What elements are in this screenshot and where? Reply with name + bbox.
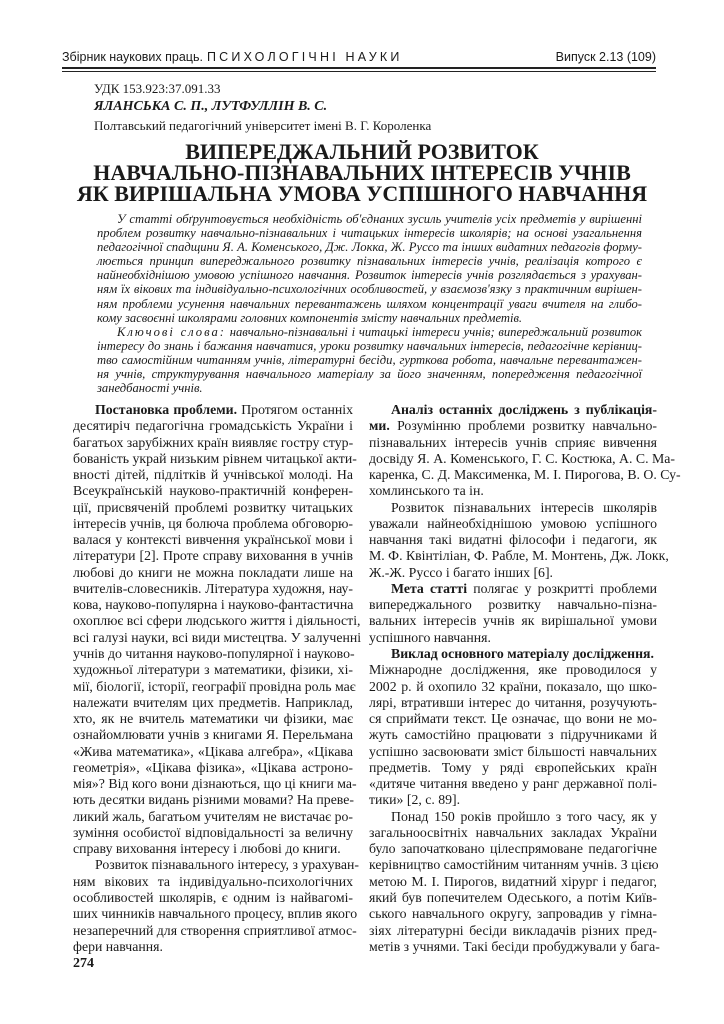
text-line: каренка, С. Д. Максименка, М. І. Пирогова, В. О. Су- bbox=[369, 467, 681, 483]
journal-title: Збірник наукових праць. bbox=[62, 50, 203, 64]
title-line: НАВЧАЛЬНО-ПІЗНАВАЛЬНИХ ІНТЕРЕСІВ УЧНІВ bbox=[93, 160, 631, 185]
text-line: метою М. І. Пирогов, видатний хірург і педагог, bbox=[369, 873, 657, 889]
journal-section: ПСИХОЛОГІЧНІ НАУКИ bbox=[206, 50, 403, 64]
text-line: тики» [2, с. 89]. bbox=[369, 792, 461, 808]
paragraph bbox=[369, 808, 660, 955]
text-line bbox=[97, 325, 642, 339]
text-line: проблем розвитку навчально-пізнавальних і читацьких інтересів школярів; на основі узагальнення bbox=[97, 226, 642, 241]
title-line: ЯК ВИРІШАЛЬНА УМОВА УСПІШНОГО НАВЧАННЯ bbox=[76, 181, 648, 206]
text-line: десятиріч педагогічна громадськість України і bbox=[73, 418, 353, 434]
paragraph bbox=[97, 212, 642, 325]
text-line: ознайомлювати учнів з книгами Я. Перельмана bbox=[73, 727, 353, 743]
paragraph bbox=[73, 402, 362, 857]
text-line: «дитяче читання введено у ранг державної полі- bbox=[369, 776, 657, 792]
text-line bbox=[369, 418, 657, 434]
text-line: справу виховання інтересу і любові до книги. bbox=[73, 841, 341, 857]
text-line: загальноосвітніх навчальних закладах України bbox=[369, 824, 657, 840]
page-number: 274 bbox=[73, 956, 94, 971]
text-line: найнеобхіднішою умовою успішного навчання. Розвиток інтересів учнів розглядається з урахуван- bbox=[97, 268, 642, 283]
paragraph bbox=[73, 857, 359, 955]
text-line: ня учнів, структурування навчального матеріалу за його значенням, попередження педагогічної bbox=[97, 367, 642, 382]
text-line: незаперечний для створення сприятливої атмос- bbox=[73, 922, 357, 938]
text-line: предметів. Тому у ряді європейських країн bbox=[369, 759, 657, 775]
text-line: інтересів учнів, ця болюча проблема обговорю- bbox=[73, 515, 353, 531]
text-line bbox=[73, 402, 353, 418]
abstract bbox=[97, 212, 642, 395]
text-line bbox=[369, 402, 657, 418]
issue-number: Випуск 2.13 (109) bbox=[555, 50, 656, 64]
paragraph-lead: Ключові слова: bbox=[117, 324, 226, 339]
text-line: кому засвоєнні школярами головних компонентів змісту навчальних предметів. bbox=[97, 310, 523, 325]
text-line: 2002 р. й охопило 32 країни, показало, що шко- bbox=[369, 678, 657, 694]
text-line: який був попечителем Одеського, а потім Київ- bbox=[369, 889, 657, 905]
text-line: бованість украй низьким рівнем читацької акти- bbox=[73, 450, 357, 466]
header-rule bbox=[62, 67, 656, 69]
paragraph bbox=[369, 402, 681, 500]
text-line: зіях літературні бесіди викладачів різних пред- bbox=[369, 922, 657, 938]
text-line: зуміння особистої відповідальності за величну bbox=[73, 824, 353, 840]
paragraph-lead: Мета статті bbox=[391, 580, 468, 596]
running-header bbox=[62, 49, 656, 65]
paragraph-lead: Виклад основного матеріалу дослідження. bbox=[391, 645, 654, 661]
line-text: полягає у розкритті проблеми bbox=[467, 580, 657, 596]
text-line: М. Ф. Квінтіліан, Ф. Рабле, М. Монтень, Дж. Локк, bbox=[369, 548, 669, 564]
text-line: ють десятки видань різними мовами? На преве- bbox=[73, 792, 354, 808]
line-text: Протягом останніх bbox=[237, 402, 353, 417]
text-line: Понад 150 років пройшло з того часу, як у bbox=[391, 808, 657, 824]
text-line: геометрія», «Цікава фізика», «Цікава астроно- bbox=[73, 759, 353, 775]
article-title bbox=[62, 141, 662, 204]
text-line: належати вчителям цих предметів. Наприклад, bbox=[73, 694, 353, 710]
affiliation: Полтавський педагогічний університет імені В. Г. Короленка bbox=[94, 118, 432, 133]
authors: ЯЛАНСЬКА С. П., ЛУТФУЛЛІН В. С. bbox=[94, 99, 328, 114]
text-line: тво самостійним читанням учнів, літературні бесіди, гурткова робота, навчальне перевантажен- bbox=[97, 352, 642, 367]
text-line: вальних інтересів учнів як вирішальної умови bbox=[369, 613, 657, 629]
paragraph-lead: Постановка проблеми. bbox=[95, 402, 238, 417]
udk-code: УДК 153.923:37.091.33 bbox=[94, 81, 221, 96]
title-line: ВИПЕРЕДЖАЛЬНИЙ РОЗВИТОК bbox=[185, 139, 539, 164]
text-line: кова, науково-популярна і науково-фантастична bbox=[73, 597, 354, 613]
text-line: «Жива математика», «Цікава алгебра», «Цікава bbox=[73, 743, 353, 759]
text-line: фери навчання. bbox=[73, 938, 163, 954]
text-line: Розвиток пізнавальних інтересів школярів bbox=[391, 499, 657, 515]
text-line bbox=[369, 581, 657, 597]
text-line: мії, біології, історії, географії провідна роль має bbox=[73, 678, 356, 694]
text-line: ції, присвяченій проблемі розвитку читацьких bbox=[73, 499, 353, 515]
text-line: Міжнародне дослідження, яке проводилося у bbox=[369, 662, 657, 678]
text-line: мія»? Від кого вони дізнаються, що ці книги ма- bbox=[73, 776, 357, 792]
text-line: метів з учнями. Такі бесіди пробуджували у бага- bbox=[369, 938, 660, 954]
text-line: учнів до читання науково-популярної і науково- bbox=[73, 645, 355, 661]
text-line: ших чинників навчального процесу, вплив якого bbox=[73, 906, 358, 922]
text-line: Всеукраїнській науково-практичній конферен- bbox=[73, 483, 353, 499]
text-line: любові до книги не можна покладати лише на bbox=[73, 564, 353, 580]
line-text: навчально-пізнавальні і читацькі інтереси учнів; випереджальний розвиток bbox=[225, 324, 643, 339]
paragraph-lead: Аналіз останніх досліджень з публікація- bbox=[391, 402, 657, 417]
right-column bbox=[369, 402, 681, 955]
text-line: інтересу до знань і бажання навчатися, уроки розвитку навчальних інтересів, педагогічне керівниц- bbox=[97, 338, 642, 353]
paragraph bbox=[369, 581, 657, 646]
text-line: ського навчального округу, запровадив у гімна- bbox=[369, 906, 657, 922]
text-line: У статті обґрунтовується необхідність об'єднаних зусиль учителів усіх предметів у вирішенні bbox=[117, 212, 642, 226]
text-line: було започатковано цілеспрямоване педагогічне bbox=[369, 841, 657, 857]
text-line: досвіду Я. А. Коменського, Г. С. Костюка, А. С. Ма- bbox=[369, 450, 675, 466]
text-line: охоплює всі сфери людського життя і діяльності, bbox=[73, 613, 361, 629]
text-line: вності дітей, підлітків й учнівської молоді. На bbox=[73, 467, 353, 483]
text-line: уважали найнеобхіднішою умовою успішного bbox=[369, 515, 657, 531]
text-line: пізнавальних інтересів учнів сприяє вивчення bbox=[369, 434, 657, 450]
text-line: хомлинського та ін. bbox=[369, 483, 484, 499]
text-line: ням їх вікових та індивідуально-психологічних особливостей, у взаємозв'язку з практичним вирішен- bbox=[97, 282, 642, 297]
text-line: всі галузі науки, всі види мистецтва. У залученні bbox=[73, 629, 362, 645]
text-line: Розвиток пізнавального інтересу, з урахуван- bbox=[95, 857, 359, 873]
text-line: занедбаності учнів. bbox=[97, 381, 203, 396]
line-text: Розумінню проблеми розвитку навчально- bbox=[389, 418, 657, 434]
text-line: успішного навчання. bbox=[369, 629, 491, 645]
text-line: лярі, втративши інтерес до читання, розучують- bbox=[369, 694, 657, 710]
left-column bbox=[73, 402, 362, 955]
text-line: ликий жаль, багатьом учителям не вистачає ро- bbox=[73, 808, 353, 824]
paragraph-lead: ми. bbox=[369, 418, 390, 434]
text-line: навчання такі видатні філософи і педагоги, як bbox=[369, 532, 657, 548]
text-line: багатьох зарубіжних країн виявляє гостру стур- bbox=[73, 434, 354, 450]
text-line: ся сприймати текст. Це означає, що вони не мо- bbox=[369, 711, 657, 727]
text-line: особливостей школярів, є одним із найвагомі- bbox=[73, 889, 353, 905]
header-rule-thin bbox=[62, 71, 656, 72]
text-line: ням проблеми усунення навчальних перевантажень шляхом концентрації уваги вчителя на глибо- bbox=[97, 296, 642, 311]
text-line: хто, як не вчитель математики чи фізики, має bbox=[73, 711, 353, 727]
text-line: літератури [2]. Проте справу виховання в учнів bbox=[73, 548, 353, 564]
text-line: успішно засвоювати зміст більшості навчальних bbox=[369, 743, 657, 759]
text-line bbox=[369, 646, 657, 662]
text-line: педагогічної спадщини Я. А. Коменського, Дж. Локка, Ж. Руссо та інших видатних педагогів форму- bbox=[97, 240, 642, 255]
paragraph bbox=[369, 646, 657, 809]
text-line: випереджального розвитку навчально-пізна- bbox=[369, 597, 657, 613]
text-line: Ж.-Ж. Руссо і багато інших [6]. bbox=[369, 564, 553, 580]
paragraph bbox=[369, 499, 669, 581]
journal-name bbox=[62, 49, 403, 65]
paragraph bbox=[97, 325, 642, 395]
text-line: люється принцип випереджального розвитку пізнавальних інтересів учнів, реалізація котрого є bbox=[97, 254, 642, 269]
text-line: керівництво самостійним читанням учнів. З цією bbox=[369, 857, 659, 873]
text-line: ням вікових та індивідуально-психологічних bbox=[73, 873, 353, 889]
text-line: художньої літератури з математики, фізики, хі- bbox=[73, 662, 353, 678]
text-line: вчителів-словесників. Література художня, нау- bbox=[73, 580, 353, 596]
text-line: валася у контексті вивчення української мови і bbox=[73, 532, 353, 548]
text-line: жуть самостійно працювати з підручниками й bbox=[369, 727, 657, 743]
